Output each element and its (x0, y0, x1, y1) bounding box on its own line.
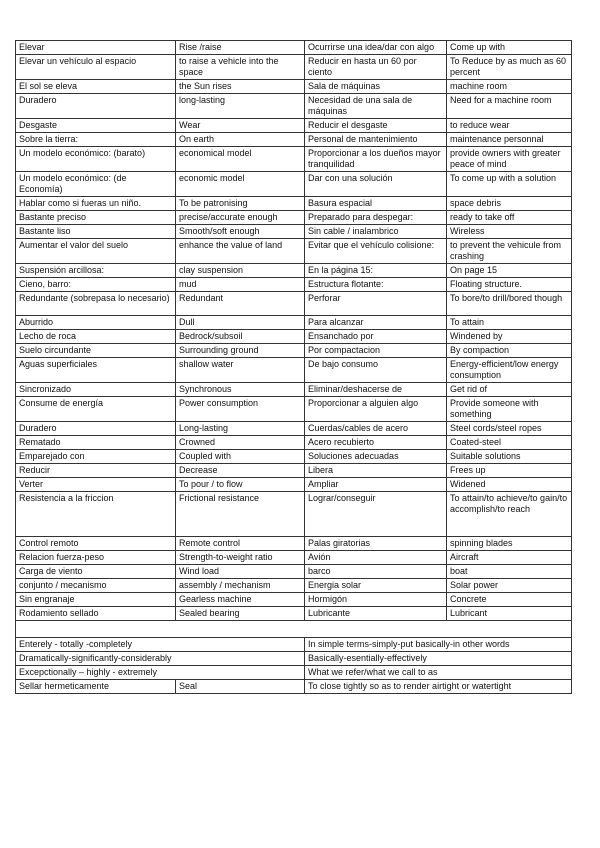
table-cell: Para alcanzar (305, 316, 447, 330)
table-cell: Energy-efficient/low energy consumption (447, 358, 572, 383)
table-cell: Coupled with (176, 450, 305, 464)
table-cell: Strength-to-weight ratio (176, 551, 305, 565)
table-cell: Perforar (305, 292, 447, 316)
table-cell: On earth (176, 133, 305, 147)
table-cell: Necesidad de una sala de máquinas (305, 94, 447, 119)
table-row (16, 344, 572, 358)
table-cell: Resistencia a la friccion (16, 492, 176, 537)
table-cell: Lubricante (305, 607, 447, 621)
table-cell: Basically-esentially-effectively (305, 652, 572, 666)
table-cell: clay suspension (176, 264, 305, 278)
table-cell: ready to take off (447, 211, 572, 225)
table-cell: Duradero (16, 422, 176, 436)
table-cell: Sealed bearing (176, 607, 305, 621)
table-cell: conjunto / mecanismo (16, 579, 176, 593)
table-cell: What we refer/what we call to as (305, 666, 572, 680)
table-cell: Sellar hermeticamente (16, 680, 176, 694)
table-cell: Cieno, barro: (16, 278, 176, 292)
table-row-wide (16, 652, 572, 666)
table-cell: El sol se eleva (16, 80, 176, 94)
table-cell: Concrete (447, 593, 572, 607)
table-cell: the Sun rises (176, 80, 305, 94)
table-row (16, 225, 572, 239)
table-cell: Decrease (176, 464, 305, 478)
table-row (16, 211, 572, 225)
table-row (16, 593, 572, 607)
table-cell: Un modelo económico: (barato) (16, 147, 176, 172)
table-cell: Un modelo económico: (de Economía) (16, 172, 176, 197)
table-cell: To attain (447, 316, 572, 330)
table-row (16, 133, 572, 147)
table-cell: Evitar que el vehículo colisione: (305, 239, 447, 264)
table-cell: Dramatically-significantly-considerably (16, 652, 305, 666)
table-cell: Surrounding ground (176, 344, 305, 358)
table-cell: Redundant (176, 292, 305, 316)
table-cell: Wind load (176, 565, 305, 579)
table-cell: Suelo circundante (16, 344, 176, 358)
table-row (16, 450, 572, 464)
table-cell: long-lasting (176, 94, 305, 119)
table-cell: Consume de energía (16, 397, 176, 422)
table-cell: To come up with a solution (447, 172, 572, 197)
table-cell: Soluciones adecuadas (305, 450, 447, 464)
spacer-cell (16, 621, 572, 638)
table-cell: Energia solar (305, 579, 447, 593)
table-cell: Steel cords/steel ropes (447, 422, 572, 436)
table-cell: Por compactacion (305, 344, 447, 358)
table-cell: Aburrido (16, 316, 176, 330)
table-cell: Lecho de roca (16, 330, 176, 344)
table-cell: Wear (176, 119, 305, 133)
table-cell: Wireless (447, 225, 572, 239)
table-row (16, 422, 572, 436)
table-cell: Frees up (447, 464, 572, 478)
table-row (16, 551, 572, 565)
table-cell: Gearless machine (176, 593, 305, 607)
table-cell: Provide someone with something (447, 397, 572, 422)
table-cell: Libera (305, 464, 447, 478)
table-row (16, 55, 572, 80)
table-cell: provide owners with greater peace of mind (447, 147, 572, 172)
table-cell: De bajo consumo (305, 358, 447, 383)
table-cell: Bastante preciso (16, 211, 176, 225)
table-cell: Lubricant (447, 607, 572, 621)
table-cell: mud (176, 278, 305, 292)
table-row (16, 478, 572, 492)
table-cell: machine room (447, 80, 572, 94)
table-cell: Lograr/conseguir (305, 492, 447, 537)
table-cell: barco (305, 565, 447, 579)
table-cell: Elevar (16, 41, 176, 55)
table-cell: To bore/to drill/bored though (447, 292, 572, 316)
table-cell: Reducir el desgaste (305, 119, 447, 133)
table-cell: Dar con una solución (305, 172, 447, 197)
table-cell: Come up with (447, 41, 572, 55)
table-cell: Sin engranaje (16, 593, 176, 607)
table-cell: Avión (305, 551, 447, 565)
table-cell: Floating structure. (447, 278, 572, 292)
table-cell: Coated-steel (447, 436, 572, 450)
table-row (16, 397, 572, 422)
table-row-last (16, 680, 572, 694)
table-cell: economical model (176, 147, 305, 172)
table-cell: Desgaste (16, 119, 176, 133)
table-row (16, 41, 572, 55)
table-cell: Hormigón (305, 593, 447, 607)
table-cell: Sincronizado (16, 383, 176, 397)
table-cell: Sin cable / inalambrico (305, 225, 447, 239)
table-cell: Aguas superficiales (16, 358, 176, 383)
table-cell: Verter (16, 478, 176, 492)
table-row (16, 492, 572, 537)
table-cell: Aumentar el valor del suelo (16, 239, 176, 264)
table-cell: Cuerdas/cables de acero (305, 422, 447, 436)
table-cell: shallow water (176, 358, 305, 383)
table-cell: Rise /raise (176, 41, 305, 55)
table-cell: Preparado para despegar: (305, 211, 447, 225)
table-cell: Get rid of (447, 383, 572, 397)
table-row (16, 383, 572, 397)
table-row (16, 264, 572, 278)
table-cell: assembly / mechanism (176, 579, 305, 593)
table-cell: Basura espacial (305, 197, 447, 211)
table-cell: enhance the value of land (176, 239, 305, 264)
table-row (16, 358, 572, 383)
table-cell: On page 15 (447, 264, 572, 278)
table-cell: Suitable solutions (447, 450, 572, 464)
table-row (16, 239, 572, 264)
table-cell: Need for a machine room (447, 94, 572, 119)
table-row-wide (16, 638, 572, 652)
table-cell: to prevent the vehicule from crashing (447, 239, 572, 264)
table-cell: To pour / to flow (176, 478, 305, 492)
table-cell: Windened by (447, 330, 572, 344)
table-cell: Enterely - totally -completely (16, 638, 305, 652)
table-cell: Reducir en hasta un 60 por ciento (305, 55, 447, 80)
table-cell: Palas giratorias (305, 537, 447, 551)
table-cell: Bedrock/subsoil (176, 330, 305, 344)
table-row (16, 579, 572, 593)
table-row-wide (16, 666, 572, 680)
table-row (16, 464, 572, 478)
table-row (16, 119, 572, 133)
table-cell: Long-lasting (176, 422, 305, 436)
table-cell: to reduce wear (447, 119, 572, 133)
table-cell: Ocurrirse una idea/dar con algo (305, 41, 447, 55)
table-cell: Rematado (16, 436, 176, 450)
table-cell: Aircraft (447, 551, 572, 565)
table-cell: To be patronising (176, 197, 305, 211)
table-cell: Emparejado con (16, 450, 176, 464)
table-cell: to raise a vehicle into the space (176, 55, 305, 80)
table-cell: Sobre la tierra: (16, 133, 176, 147)
table-cell: Smooth/soft enough (176, 225, 305, 239)
table-cell: To attain/to achieve/to gain/to accomplish/to reach (447, 492, 572, 537)
table-cell: Excepctionally – highly - extremely (16, 666, 305, 680)
table-row (16, 94, 572, 119)
table-cell: Acero recubierto (305, 436, 447, 450)
table-cell: precise/accurate enough (176, 211, 305, 225)
table-cell: Hablar como si fueras un niño. (16, 197, 176, 211)
table-cell: En la página 15: (305, 264, 447, 278)
table-cell: In simple terms-simply-put basically-in other words (305, 638, 572, 652)
table-cell: Relacion fuerza-peso (16, 551, 176, 565)
table-cell: Crowned (176, 436, 305, 450)
table-cell: Bastante liso (16, 225, 176, 239)
table-cell: Control remoto (16, 537, 176, 551)
table-cell: Dull (176, 316, 305, 330)
table-row (16, 565, 572, 579)
table-row (16, 147, 572, 172)
table-cell: spinning blades (447, 537, 572, 551)
table-row (16, 278, 572, 292)
table-cell: Suspensión arcillosa: (16, 264, 176, 278)
table-cell: Synchronous (176, 383, 305, 397)
table-row (16, 436, 572, 450)
table-row (16, 607, 572, 621)
table-row (16, 172, 572, 197)
table-cell: space debris (447, 197, 572, 211)
table-row (16, 197, 572, 211)
spacer-row (16, 621, 572, 638)
table-cell: By compaction (447, 344, 572, 358)
table-row (16, 537, 572, 551)
table-cell: Elevar un vehículo al espacio (16, 55, 176, 80)
table-cell: Redundante (sobrepasa lo necesario) (16, 292, 176, 316)
table-row (16, 292, 572, 316)
table-cell: To Reduce by as much as 60 percent (447, 55, 572, 80)
vocabulary-table (15, 40, 572, 694)
table-cell: Proporcionar a los dueños mayor tranquilidad (305, 147, 447, 172)
table-cell: Sala de máquinas (305, 80, 447, 94)
table-cell: Ampliar (305, 478, 447, 492)
table-row (16, 316, 572, 330)
table-cell: Solar power (447, 579, 572, 593)
table-cell: Ensanchado por (305, 330, 447, 344)
table-cell: Eliminar/deshacerse de (305, 383, 447, 397)
table-cell: Personal de mantenimiento (305, 133, 447, 147)
table-row (16, 80, 572, 94)
table-cell: Proporcionar a alguien algo (305, 397, 447, 422)
table-cell: Widened (447, 478, 572, 492)
table-cell: boat (447, 565, 572, 579)
table-cell: Frictional resistance (176, 492, 305, 537)
table-cell: Rodamiento sellado (16, 607, 176, 621)
table-cell: Reducir (16, 464, 176, 478)
table-cell: Seal (176, 680, 305, 694)
table-cell: economic model (176, 172, 305, 197)
table-cell: Duradero (16, 94, 176, 119)
table-cell: maintenance personnal (447, 133, 572, 147)
table-cell: To close tightly so as to render airtight or watertight (305, 680, 572, 694)
table-cell: Power consumption (176, 397, 305, 422)
table-cell: Carga de viento (16, 565, 176, 579)
table-cell: Estructura flotante: (305, 278, 447, 292)
table-cell: Remote control (176, 537, 305, 551)
table-row (16, 330, 572, 344)
